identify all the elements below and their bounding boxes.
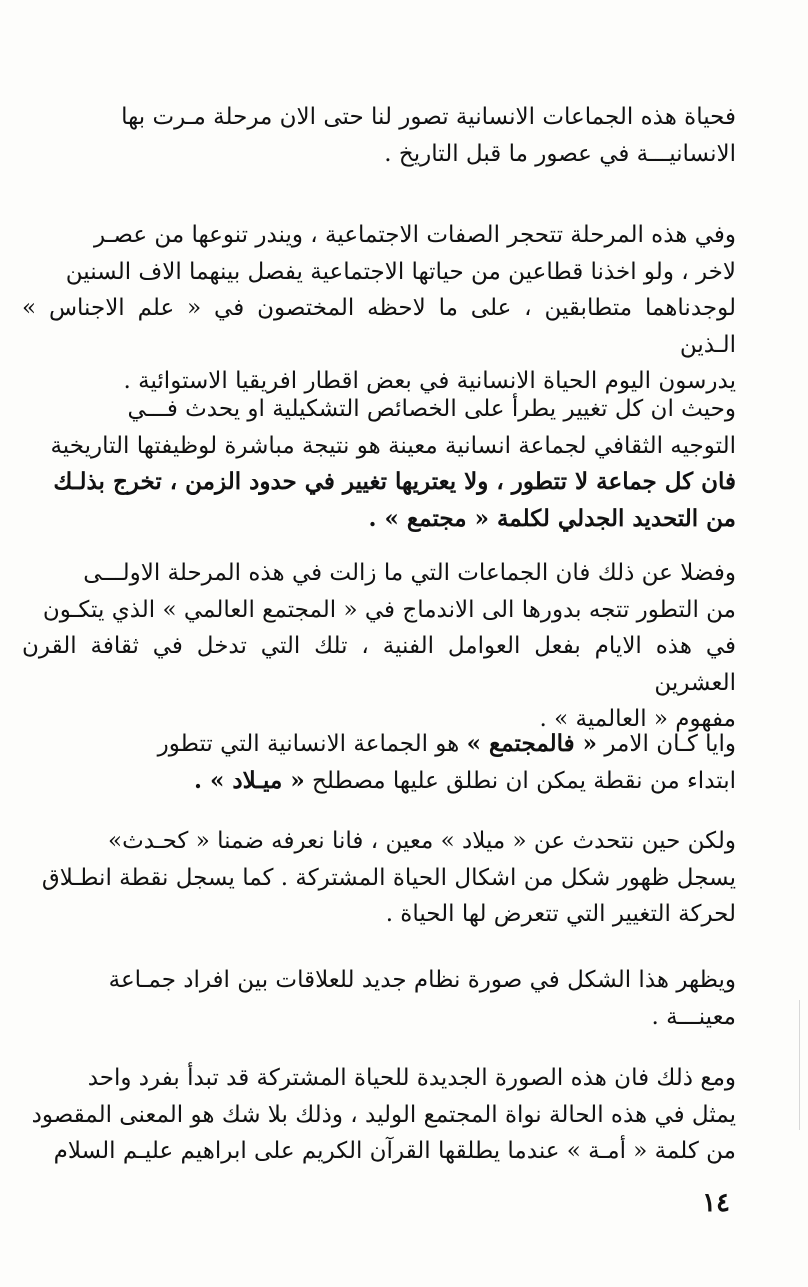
text-line: وحيث ان كل تغيير يطرأ على الخصائص التشكيلية او يحدث فـــي <box>127 396 736 422</box>
scan-edge-mark <box>799 1000 800 1130</box>
text-span: وايا كـان الامر <box>604 731 736 757</box>
paragraph-1 <box>22 99 736 172</box>
text-line: معينـــة . <box>651 1003 736 1030</box>
bold-text-line: من التحديد الجدلي لكلمة « مجتمع » . <box>368 504 736 532</box>
text-line: ومع ذلك فان هذه الصورة الجديدة للحياة المشتركة قد تبدأ بفرد واحد <box>87 1065 736 1091</box>
text-line <box>22 763 736 800</box>
paragraph-8 <box>22 1060 736 1170</box>
text-line: يمثل في هذه الحالة نواة المجتمع الوليد ، وذلك بلا شك هو المعنى المقصود <box>31 1101 736 1128</box>
text-line: يسجل ظهور شكل من اشكال الحياة المشتركة . كما يسجل نقطة انطـلاق <box>41 864 736 891</box>
text-line: يدرسون اليوم الحياة الانسانية في بعض اقطار افريقيا الاستوائية . <box>123 368 736 394</box>
text-line: لحركة التغيير التي تتعرض لها الحياة . <box>385 901 736 927</box>
text-line: ولكن حين نتحدث عن « ميلاد » معين ، فانا نعرفه ضمنا « كحـدث» <box>108 828 736 854</box>
paragraph-5 <box>22 726 736 799</box>
paragraph-4 <box>22 555 736 738</box>
text-line: ويظهر هذا الشكل في صورة نظام جديد للعلاقات بين افراد جمـاعة <box>108 967 736 993</box>
text-line: التوجيه الثقافي لجماعة انسانية معينة هو نتيجة مباشرة لوظيفتها التاريخية <box>50 432 736 459</box>
bold-text-line: فان كل جماعة لا تتطور ، ولا يعتريها تغيير في حدود الزمن ، تخرج بذلـك <box>53 468 736 495</box>
text-line: لاخر ، ولو اخذنا قطاعين من حياتها الاجتماعية يفصل بينهما الاف السنين <box>65 258 736 285</box>
paragraph-3 <box>22 391 736 537</box>
paragraph-6 <box>22 823 736 933</box>
text-line: الانسانيـــة في عصور ما قبل التاريخ . <box>384 140 736 167</box>
text-span: ابتداء من نقطة يمكن ان نطلق عليها مصطلح <box>312 767 736 794</box>
text-line <box>22 726 736 763</box>
text-span: هو الجماعة الانسانية التي تتطور <box>157 731 460 757</box>
text-line: من كلمة « أمـة » عندما يطلقها القرآن الكريم على ابراهيم عليـم السلام <box>53 1138 736 1164</box>
page-number: ١٤ <box>702 1188 730 1218</box>
paragraph-2 <box>22 217 736 400</box>
text-line: وفي هذه المرحلة تتحجر الصفات الاجتماعية ، ويندر تنوعها من عصـر <box>93 222 736 248</box>
text-line: وفضلا عن ذلك فان الجماعات التي ما زالت في هذه المرحلة الاولـــى <box>83 560 736 586</box>
bold-term-society: « فالمجتمع » <box>466 730 598 757</box>
text-line: في هذه الايام بفعل العوامل الفنية ، تلك التي تدخل في ثقافة القرن العشرين <box>22 633 736 696</box>
text-line: مفهوم « العالمية » . <box>539 706 736 732</box>
bold-term-birth: « ميـلاد » . <box>193 766 305 794</box>
paragraph-7 <box>22 962 736 1035</box>
text-line: فحياة هذه الجماعات الانسانية تصور لنا حتى الان مرحلة مـرت بها <box>121 104 736 130</box>
text-line: لوجدناهما متطابقين ، على ما لاحظه المختصون في « علم الاجناس » الـذين <box>22 295 736 358</box>
text-line: من التطور تتجه بدورها الى الاندماج في « المجتمع العالمي » الذي يتكـون <box>42 596 736 623</box>
